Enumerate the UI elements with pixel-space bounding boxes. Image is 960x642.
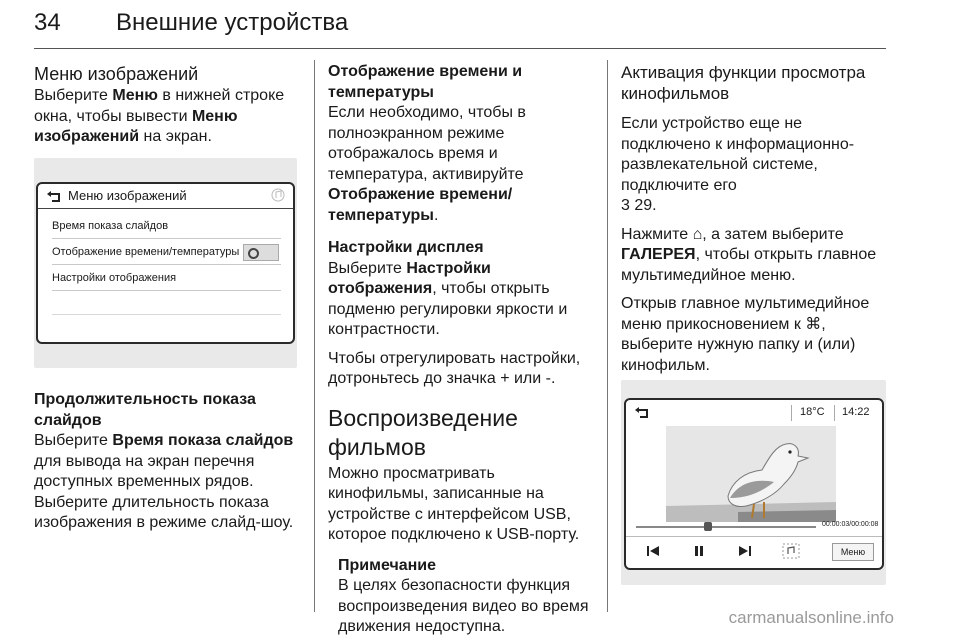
controls-rule: [626, 536, 882, 537]
progress-track[interactable]: [636, 526, 816, 528]
note-heading: Примечание: [338, 556, 437, 574]
column-3: [621, 62, 891, 425]
home-icon: ⌂: [692, 225, 703, 243]
page-title: Внешние устройства: [116, 9, 349, 36]
temperature: 18°C: [800, 406, 825, 418]
column-divider-1: [314, 60, 315, 612]
menu-row-display-settings[interactable]: Настройки отображения: [52, 266, 281, 291]
player-back-arrow-icon[interactable]: [634, 406, 650, 420]
header-rule: [34, 48, 886, 49]
tone-settings-icon[interactable]: [782, 543, 800, 559]
paragraph-press-gallery: Нажмите ⌂, а затем выберите ГАЛЕРЕЯ, чтобы открыть главное мультимедийное меню.: [621, 225, 877, 284]
screen-title-rule: [38, 208, 293, 209]
toggle-knob-icon: [248, 248, 259, 259]
temp-divider: [791, 405, 792, 421]
menu-row-slide-time[interactable]: Время показа слайдов: [52, 214, 281, 239]
section-heading-time-temp: Отображение времени и температуры: [328, 63, 523, 101]
pause-icon[interactable]: [692, 544, 706, 558]
paragraph-display-settings: Выберите Настройки отображения, чтобы открыть подменю регулировки яркости и контрастности.: [328, 259, 568, 338]
column-divider-2: [607, 60, 608, 612]
section-heading-slide-duration: Продолжительность показа слайдов: [34, 391, 256, 429]
paragraph-image-menu: Выберите Меню в нижней строке окна, чтобы вывести Меню изображений на экран.: [34, 87, 285, 145]
back-arrow-icon: [46, 190, 62, 204]
next-track-icon[interactable]: [738, 544, 752, 558]
menu-row-time-temp[interactable]: Отображение времени/температуры: [52, 240, 281, 265]
previous-track-icon[interactable]: [646, 544, 660, 558]
progress-handle[interactable]: [704, 522, 712, 531]
column-1: [34, 62, 304, 148]
time-divider: [834, 405, 835, 421]
paragraph-movie-playback: Можно просматривать кинофильмы, записанные на устройстве с интерфейсом USB, которое подключено к USB-порту.: [328, 464, 580, 543]
timecode: 00:00:03/00:00:08: [822, 521, 879, 528]
column-1-lower: [34, 390, 304, 534]
section-heading-movie-playback: Воспроизведение фильмов: [328, 404, 518, 460]
paragraph-adjust: Чтобы отрегулировать настройки, дотроньтесь до значка + или -.: [328, 349, 581, 387]
screenshot-image-menu: [34, 158, 297, 368]
paragraph-select-folder: Открыв главное мультимедийное меню прикосновением к ⌘, выберите нужную папку и (или) кинофильм.: [621, 295, 870, 374]
column-2: [328, 62, 596, 638]
section-heading-display-settings: Настройки дисплея: [328, 239, 484, 256]
player-menu-button[interactable]: Меню: [832, 543, 874, 561]
paragraph-time-temp: Если необходимо, чтобы в полноэкранном режиме отображалось время и температура, активируйте Отображение времени/ температуры.: [328, 104, 526, 224]
music-note-icon: [271, 188, 285, 202]
seagull-video-frame: [666, 426, 836, 522]
paragraph-slide-duration: Выберите Время показа слайдов для вывода на экран перечня доступных временных рядов. Выберите длительность показа изображения в режиме слайд-шоу.: [34, 432, 294, 531]
section-heading-activate-movies: Активация функции просмотра кинофильмов: [621, 63, 866, 103]
page-reference[interactable]: 3 29.: [621, 197, 657, 214]
paragraph-connect: Если устройство еще не подключено к информационно-развлекательной системе, подключите его: [621, 115, 855, 194]
clock: 14:22: [842, 406, 870, 418]
note-block: [328, 556, 596, 638]
watermark: carmanualsonline.info: [728, 608, 894, 627]
empty-row-divider: [52, 314, 281, 315]
screenshot-movie-player: [621, 380, 886, 585]
toggle-switch[interactable]: [243, 244, 279, 261]
screen-title: Меню изображений: [68, 188, 187, 203]
page-number: 34: [34, 9, 61, 36]
section-heading-image-menu: Меню изображений: [34, 64, 199, 84]
note-text: В целях безопасности функция воспроизведения видео во время движения недоступна.: [338, 577, 589, 635]
device-screen: [36, 182, 295, 344]
player-screen: [624, 398, 884, 570]
media-icon: ⌘: [805, 315, 822, 333]
